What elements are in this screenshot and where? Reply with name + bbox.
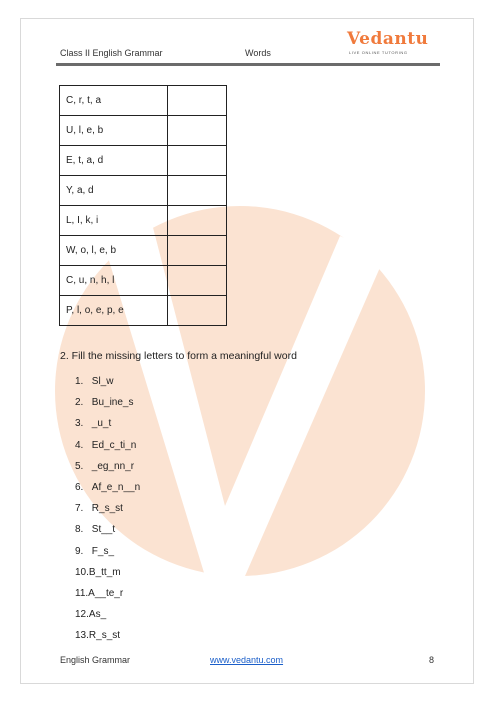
item-number: 7. bbox=[75, 503, 84, 515]
page-number: 8 bbox=[429, 655, 435, 665]
item-number: 1. bbox=[75, 376, 84, 388]
table-row bbox=[60, 116, 227, 146]
answer-cell[interactable] bbox=[168, 266, 227, 296]
item-word: F_s_ bbox=[91, 545, 115, 557]
item-word: A__te_r bbox=[88, 587, 124, 599]
list-item bbox=[75, 413, 140, 434]
table-row bbox=[60, 266, 227, 296]
item-word: _u_t bbox=[91, 418, 112, 430]
header-chapter: Words bbox=[245, 48, 271, 58]
jumbled-letters: U, l, e, b bbox=[60, 116, 168, 146]
list-item bbox=[75, 625, 140, 646]
item-number: 10. bbox=[75, 566, 89, 578]
list-item bbox=[75, 583, 140, 604]
footer-website-link[interactable]: www.vedantu.com bbox=[210, 655, 284, 665]
table-row bbox=[60, 86, 227, 116]
item-number: 4. bbox=[75, 439, 84, 451]
jumbled-letters: L, I, k, i bbox=[60, 206, 168, 236]
item-word: R_s_st bbox=[91, 503, 123, 515]
table-row bbox=[60, 146, 227, 176]
table-row bbox=[60, 296, 227, 326]
item-word: St__t bbox=[91, 524, 116, 536]
answer-cell[interactable] bbox=[168, 236, 227, 266]
item-number: 5. bbox=[75, 460, 84, 472]
list-item bbox=[75, 498, 140, 519]
item-number: 6. bbox=[75, 482, 84, 494]
answer-cell[interactable] bbox=[168, 206, 227, 236]
list-item bbox=[75, 519, 140, 540]
item-number: 3. bbox=[75, 418, 84, 430]
missing-letters-list bbox=[75, 371, 140, 646]
list-item bbox=[75, 604, 140, 625]
jumbled-letters: W, o, l, e, b bbox=[60, 236, 168, 266]
answer-cell[interactable] bbox=[168, 116, 227, 146]
jumbled-letters: P, l, o, e, p, e bbox=[60, 296, 168, 326]
table-row bbox=[60, 236, 227, 266]
item-word: _eg_nn_r bbox=[91, 460, 135, 472]
list-item bbox=[75, 456, 140, 477]
jumbled-letters: C, r, t, a bbox=[60, 86, 168, 116]
jumbled-letters: E, t, a, d bbox=[60, 146, 168, 176]
item-word: R_s_st bbox=[88, 630, 121, 642]
list-item bbox=[75, 392, 140, 413]
list-item bbox=[75, 435, 140, 456]
logo-tagline: LIVE ONLINE TUTORING bbox=[349, 50, 408, 55]
answer-cell[interactable] bbox=[168, 176, 227, 206]
answer-cell[interactable] bbox=[168, 296, 227, 326]
list-item bbox=[75, 477, 140, 498]
header-subject: Class II English Grammar bbox=[60, 48, 163, 58]
jumbled-letters: C, u, n, h, l bbox=[60, 266, 168, 296]
list-item bbox=[75, 371, 140, 392]
item-number: 9. bbox=[75, 545, 84, 557]
table-row bbox=[60, 176, 227, 206]
item-word: Af_e_n__n bbox=[91, 482, 141, 494]
item-word: Sl_w bbox=[91, 376, 114, 388]
item-word: B_tt_m bbox=[88, 566, 121, 578]
list-item bbox=[75, 541, 140, 562]
list-item bbox=[75, 562, 140, 583]
answer-cell[interactable] bbox=[168, 86, 227, 116]
item-word: Bu_ine_s bbox=[91, 397, 134, 409]
footer-subject: English Grammar bbox=[60, 655, 131, 665]
answer-cell[interactable] bbox=[168, 146, 227, 176]
item-number: 11. bbox=[75, 587, 89, 599]
vedantu-logo bbox=[347, 29, 433, 61]
question-title: 2. Fill the missing letters to form a meaningful word bbox=[60, 350, 297, 362]
item-number: 8. bbox=[75, 524, 84, 536]
table-row bbox=[60, 206, 227, 236]
header-divider bbox=[56, 63, 440, 66]
jumbled-letters: Y, a, d bbox=[60, 176, 168, 206]
item-number: 12. bbox=[75, 609, 89, 621]
item-number: 13. bbox=[75, 630, 89, 642]
logo-wordmark: Vedantu bbox=[347, 29, 429, 49]
item-number: 2. bbox=[75, 397, 84, 409]
jumbled-letters-table bbox=[59, 85, 227, 326]
item-word: As_ bbox=[88, 609, 107, 621]
item-word: Ed_c_ti_n bbox=[91, 439, 137, 451]
